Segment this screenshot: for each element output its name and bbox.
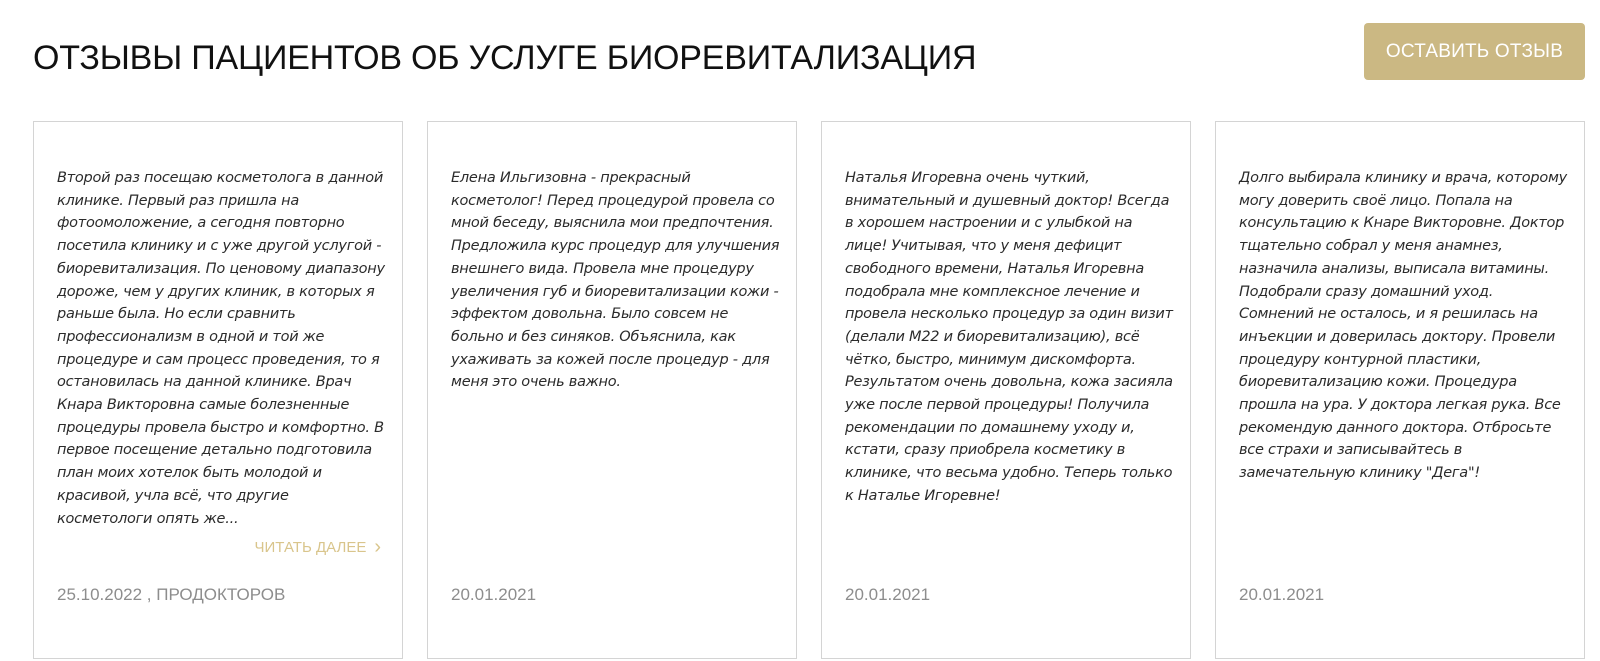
page-title: ОТЗЫВЫ ПАЦИЕНТОВ ОБ УСЛУГЕ БИОРЕВИТАЛИЗАЦИЯ (33, 39, 977, 77)
review-card (821, 121, 1191, 659)
review-text: Второй раз посещаю косметолога в данной клинике. Первый раз пришла на фотоомоложение, а сегодня повторно посетила клинику и с уже другой услугой - биоревитализация. По ценовому диапазону дороже, чем у других клиник, в которых я раньше была. Но если сравнить профессионализм в одной и той же процедуре и сам процесс проведения, то я остановилась на данной клинике. Врач Кнара Викторовна самые болезненные процедуры провела быстро и комфортно. В первое посещение детально подготовила план моих хотелок быть молодой и красивой, учла всё, что другие косметологи опять же... (57, 170, 385, 527)
chevron-right-icon: › (374, 535, 381, 558)
review-card (427, 121, 797, 659)
reviews-list (33, 121, 1586, 659)
review-text: Наталья Игоревна очень чуткий, внимательный и душевный доктор! Всегда в хорошем настроении и с улыбкой на лице! Учитывая, что у меня дефицит свободного времени, Наталья Игоревна подобрала мне комплексное лечение и провела несколько процедур за один визит (делали М22 и биоревитализацию), всё чётко, быстро, минимум дискомфорта. Результатом очень довольна, кожа засияла уже после первой процедуры! Получила рекомендации по домашнему уходу и, кстати, сразу приобрела косметику в клинике, что весьма удобно. Теперь только к Наталье Игоревне! (845, 170, 1173, 504)
review-date: 20.01.2021 (1239, 585, 1325, 604)
review-date-source: 25.10.2022 , ПРОДОКТОРОВ (57, 585, 286, 604)
review-text: Долго выбирала клинику и врача, которому могу доверить своё лицо. Попала на консультацию к Кнаре Викторовне. Доктор тщательно собрал у меня анамнез, назначила анализы, выписала витамины. Подобрали сразу домашний уход. Сомнений не осталось, и я решилась на инъекции и доверилась доктору. Провели процедуру контурной пластики, биоревитализацию кожи. Процедура прошла на ура. У доктора легкая рука. Все рекомендую данного доктора. Отбросьте все страхи и записывайтесь в замечательную клинику "Дега"! (1239, 170, 1567, 482)
review-text: Елена Ильгизовна - прекрасный косметолог! Перед процедурой провела со мной беседу, выяснила мои предпочтения. Предложила курс процедур для улучшения внешнего вида. Провела мне процедуру увеличения губ и биоревитализации кожи - эффектом довольна. Было совсем не больно и без синяков. Объяснила, как ухаживать за кожей после процедур - для меня это очень важно. (451, 170, 780, 391)
leave-review-button[interactable]: ОСТАВИТЬ ОТЗЫВ (1364, 23, 1585, 80)
read-more-label: ЧИТАТЬ ДАЛЕЕ (254, 539, 367, 556)
review-date: 20.01.2021 (845, 585, 931, 604)
review-card (33, 121, 403, 659)
review-date: 20.01.2021 (451, 585, 537, 604)
read-more-link[interactable] (254, 535, 381, 558)
review-card (1215, 121, 1585, 659)
